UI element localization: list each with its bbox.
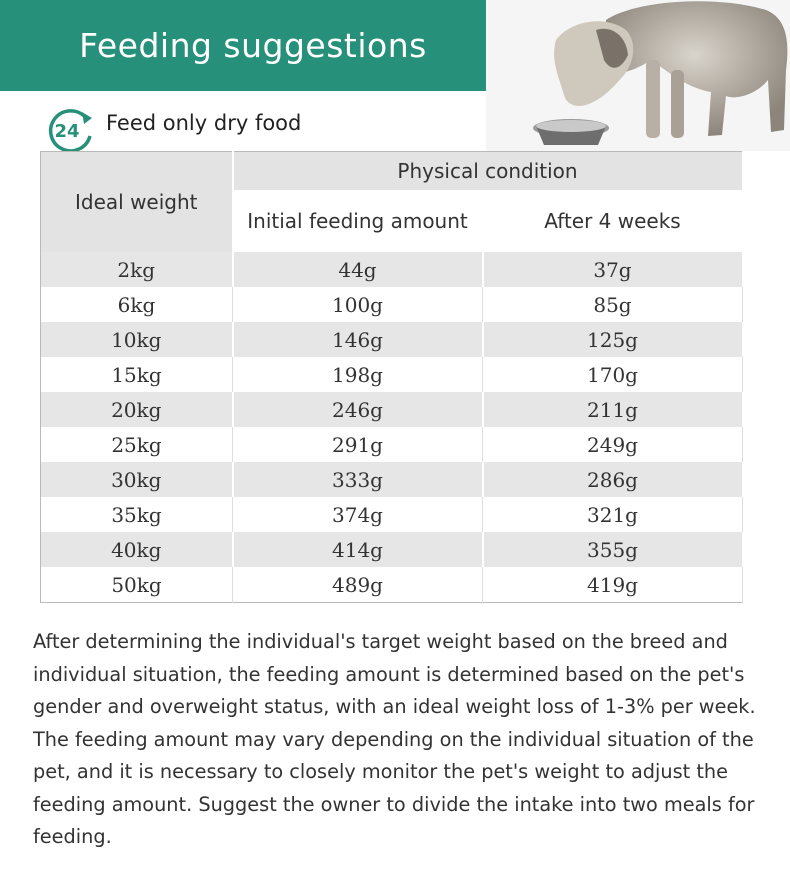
title-banner [0, 0, 486, 91]
weight-cell: 40kg [41, 532, 233, 567]
weight-cell: 15kg [41, 357, 233, 392]
initial-amount-cell: 374g [233, 497, 483, 532]
note-text: Feed only dry food [106, 111, 302, 135]
initial-amount-cell: 414g [233, 532, 483, 567]
dry-food-note [42, 106, 301, 152]
24-hour-icon [42, 106, 100, 152]
initial-amount-cell: 100g [233, 287, 483, 322]
after-4-weeks-cell: 355g [483, 532, 743, 567]
initial-amount-cell: 246g [233, 392, 483, 427]
after-4-weeks-cell: 286g [483, 462, 743, 497]
weight-cell: 25kg [41, 427, 233, 462]
initial-amount-cell: 291g [233, 427, 483, 462]
weight-cell: 50kg [41, 567, 233, 603]
after-4-weeks-cell: 249g [483, 427, 743, 462]
initial-amount-cell: 44g [233, 252, 483, 287]
table-row [41, 462, 743, 497]
table-row [41, 322, 743, 357]
table-row [41, 532, 743, 567]
table-row [41, 392, 743, 427]
page-title: Feeding suggestions [79, 26, 427, 65]
initial-amount-cell: 198g [233, 357, 483, 392]
after-4-weeks-cell: 419g [483, 567, 743, 603]
weight-cell: 30kg [41, 462, 233, 497]
after-4-weeks-cell: 125g [483, 322, 743, 357]
initial-amount-cell: 146g [233, 322, 483, 357]
table-row [41, 497, 743, 532]
svg-text:24: 24 [54, 121, 80, 142]
header-initial-feeding: Initial feeding amount [233, 190, 483, 252]
dog-eating-photo [486, 0, 790, 151]
table-row [41, 287, 743, 322]
header-ideal-weight: Ideal weight [41, 152, 233, 253]
table-row [41, 567, 743, 603]
feeding-explanation: After determining the individual's target weight based on the breed and individual situation, the feeding amount is determined based on the pet's gender and overweight status, with an ideal weight loss of 1-3% per week. The feeding amount may vary depending on the individual situation of the pet, and it is necessary to closely monitor the pet's weight to adjust the feeding amount. Suggest the owner to divide the intake into two meals for feeding. [33, 630, 756, 848]
after-4-weeks-cell: 321g [483, 497, 743, 532]
weight-cell: 2kg [41, 252, 233, 287]
table-row [41, 357, 743, 392]
header-physical-condition: Physical condition [233, 152, 743, 191]
dog-eating-illustration [486, 0, 790, 151]
weight-cell: 6kg [41, 287, 233, 322]
table-row [41, 427, 743, 462]
header-after-4-weeks: After 4 weeks [483, 190, 743, 252]
after-4-weeks-cell: 85g [483, 287, 743, 322]
weight-cell: 20kg [41, 392, 233, 427]
after-4-weeks-cell: 170g [483, 357, 743, 392]
feeding-table [40, 151, 744, 603]
after-4-weeks-cell: 37g [483, 252, 743, 287]
after-4-weeks-cell: 211g [483, 392, 743, 427]
initial-amount-cell: 489g [233, 567, 483, 603]
weight-cell: 35kg [41, 497, 233, 532]
initial-amount-cell: 333g [233, 462, 483, 497]
table-row [41, 252, 743, 287]
weight-cell: 10kg [41, 322, 233, 357]
